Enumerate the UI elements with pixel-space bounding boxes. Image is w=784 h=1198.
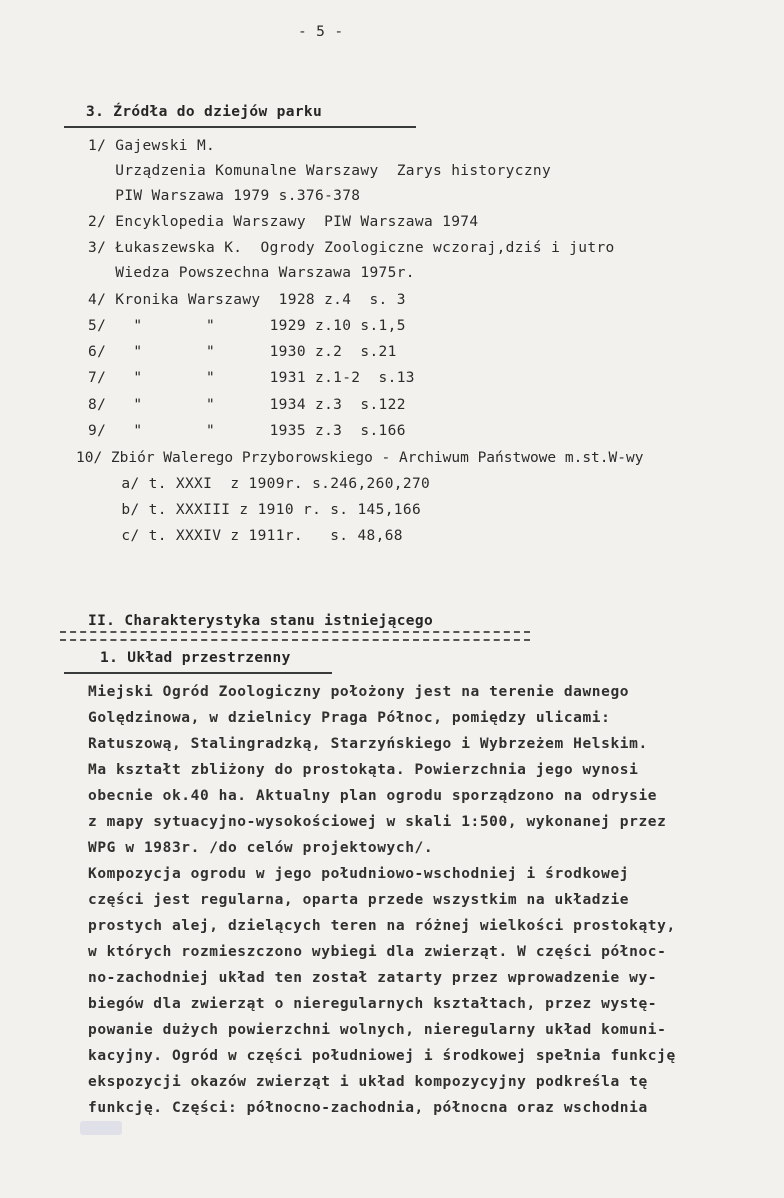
source-line: 5/ " " 1929 z.10 s.1,5 (88, 318, 406, 334)
source-line: 4/ Kronika Warszawy 1928 z.4 s. 3 (88, 292, 406, 308)
section-2-heading: II. Charakterystyka stanu istniejącego (88, 613, 434, 629)
paragraph-line: WPG w 1983r. /do celów projektowych/. (88, 840, 434, 856)
source-line: 9/ " " 1935 z.3 s.166 (88, 423, 406, 439)
paragraph-line: Kompozycja ogrodu w jego południowo-wschodniej i środkowej (88, 866, 630, 882)
source-line: PIW Warszawa 1979 s.376-378 (88, 188, 361, 204)
paragraph-line: powanie dużych powierzchni wolnych, nieregularny układ komuni- (88, 1022, 667, 1038)
paragraph-line: Golędzinowa, w dzielnicy Praga Północ, pomiędzy ulicami: (88, 710, 611, 726)
heading-underline (64, 126, 416, 128)
archive-stamp-mark (80, 1121, 122, 1135)
paragraph-line: Ma kształt zbliżony do prostokąta. Powierzchnia jego wynosi (88, 762, 639, 778)
paragraph-line: funkcję. Części: północno-zachodnia, północna oraz wschodnia (88, 1100, 648, 1116)
source-line: 6/ " " 1930 z.2 s.21 (88, 344, 397, 360)
source-line: 2/ Encyklopedia Warszawy PIW Warszawa 1974 (88, 214, 479, 230)
paragraph-line: Miejski Ogród Zoologiczny położony jest na terenie dawnego (88, 684, 630, 700)
source-line: 3/ Łukaszewska K. Ogrody Zoologiczne wczoraj,dziś i jutro (88, 240, 615, 256)
source-line: 10/ Zbiór Walerego Przyborowskiego - Archiwum Państwowe m.st.W-wy (76, 450, 644, 466)
source-line: 8/ " " 1934 z.3 s.122 (88, 397, 406, 413)
source-line: b/ t. XXXIII z 1910 r. s. 145,166 (76, 502, 422, 518)
section-3-heading: 3. Źródła do dziejów parku (86, 104, 323, 120)
paragraph-line: części jest regularna, oparta przede wszystkim na układzie (88, 892, 630, 908)
source-line: Wiedza Powszechna Warszawa 1975r. (88, 265, 415, 281)
heading-double-underline (60, 631, 530, 641)
paragraph-line: w których rozmieszczono wybiegi dla zwierząt. W części północ- (88, 944, 667, 960)
paragraph-line: biegów dla zwierząt o nieregularnych kształtach, przez wystę- (88, 996, 658, 1012)
subheading-underline (64, 672, 332, 674)
paragraph-line: prostych alej, dzielących teren na różnej wielkości prostokąty, (88, 918, 676, 934)
source-line: 7/ " " 1931 z.1-2 s.13 (88, 370, 415, 386)
paragraph-line: Ratuszową, Stalingradzką, Starzyńskiego i Wybrzeżem Helskim. (88, 736, 648, 752)
source-line: a/ t. XXXI z 1909r. s.246,260,270 (76, 476, 431, 492)
paragraph-line: z mapy sytuacyjno-wysokościowej w skali 1:500, wykonanej przez (88, 814, 667, 830)
source-line: c/ t. XXXIV z 1911r. s. 48,68 (76, 528, 403, 544)
source-line: 1/ Gajewski M. (88, 138, 216, 154)
source-line: Urządzenia Komunalne Warszawy Zarys historyczny (88, 163, 552, 179)
paragraph-line: kacyjny. Ogród w części południowej i środkowej spełnia funkcję (88, 1048, 676, 1064)
paragraph-line: ekspozycji okazów zwierząt i układ kompozycyjny podkreśla tę (88, 1074, 648, 1090)
subsection-heading: 1. Układ przestrzenny (100, 650, 291, 666)
page-number: - 5 - (298, 24, 344, 40)
paragraph-line: obecnie ok.40 ha. Aktualny plan ogrodu sporządzono na odrysie (88, 788, 658, 804)
paragraph-line: no-zachodniej układ ten został zatarty przez wprowadzenie wy- (88, 970, 658, 986)
